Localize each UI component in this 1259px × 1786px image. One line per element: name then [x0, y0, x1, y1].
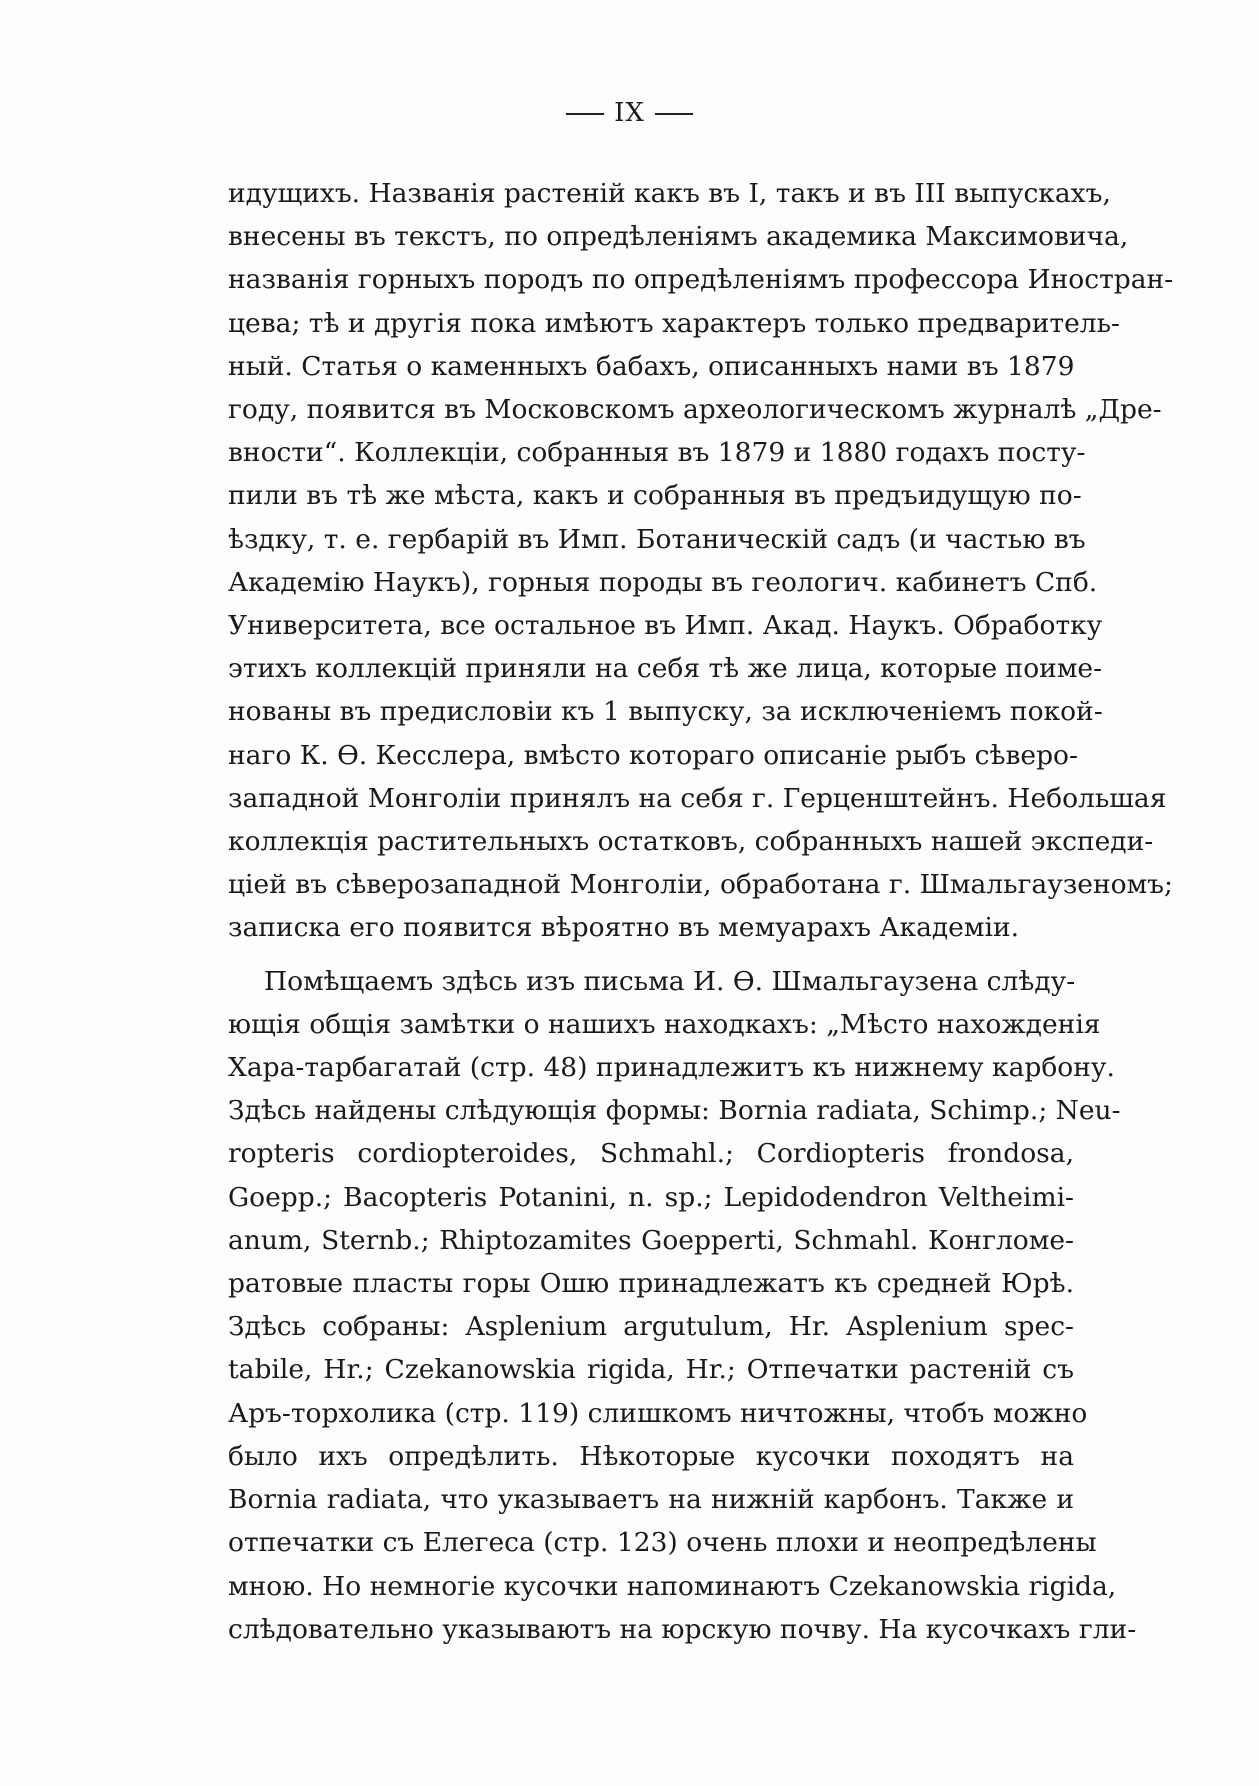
text-line: Здѣсь найдены слѣдующія формы: Bornia radiata, Schimp.; Neu-	[228, 1095, 1121, 1127]
text-line: отпечатки съ Елегеса (стр. 123) очень плохи и неопредѣлены	[228, 1527, 1097, 1559]
text-line: Goepp.; Bacopteris Potanini, n. sp.; Lepidodendron Veltheimi-	[228, 1181, 1074, 1213]
text-line: Bornia radiata, что указываетъ на нижній карбонъ. Также и	[228, 1484, 1074, 1516]
text-line: слѣдовательно указываютъ на юрскую почву. На кусочкахъ гли-	[228, 1613, 1137, 1645]
text-line: году, появится въ Московскомъ археологическомъ журналѣ „Дре-	[228, 394, 1162, 426]
left-dash-ornament	[566, 113, 604, 115]
paragraph-2	[228, 960, 1137, 1651]
body-text	[228, 172, 1174, 1651]
text-line: ѣздку, т. е. гербарій въ Имп. Ботаническій садъ (и частью въ	[228, 523, 1086, 555]
text-line: ющія общія замѣтки о нашихъ находкахъ: „Мѣсто нахожденія	[228, 1008, 1101, 1040]
text-line: Здѣсь собраны: Asplenium argutulum, Hr. Asplenium spec-	[228, 1311, 1074, 1343]
text-line: вности“. Коллекціи, собранныя въ 1879 и 1880 годахъ посту-	[228, 437, 1086, 469]
text-line: нованы въ предисловіи къ 1 выпуску, за исключеніемъ покой-	[228, 696, 1103, 728]
text-line: записка его появится вѣроятно въ мемуарахъ Академіи.	[228, 912, 1020, 944]
text-line: ратовые пласты горы Ошю принадлежатъ къ средней Юрѣ.	[228, 1268, 1074, 1300]
text-line: ный. Статья о каменныхъ бабахъ, описанныхъ нами въ 1879	[228, 350, 1075, 382]
text-line: Аръ-торхолика (стр. 119) слишкомъ ничтожны, чтобъ можно	[228, 1397, 1088, 1429]
right-dash-ornament	[655, 113, 693, 115]
text-line: Хара-тарбагатай (стр. 48) принадлежитъ къ нижнему карбону.	[228, 1052, 1115, 1084]
text-line: Помѣщаемъ здѣсь изъ письма И. Ѳ. Шмальгаузена слѣду-	[264, 965, 1076, 997]
page-number: IX	[614, 98, 645, 128]
text-line: идущихъ. Названія растеній какъ въ I, такъ и въ III выпускахъ,	[228, 178, 1111, 209]
text-line: было ихъ опредѣлить. Нѣкоторые кусочки походятъ на	[228, 1440, 1074, 1472]
text-line: anum, Sternb.; Rhiptozamites Goepperti, Schmahl. Конгломе-	[228, 1224, 1074, 1256]
text-line: коллекція растительныхъ остатковъ, собранныхъ нашей экспеди-	[228, 826, 1154, 858]
text-line: ropteris cordiopteroides, Schmahl.; Cordiopteris frondosa,	[228, 1138, 1074, 1170]
paragraph-1	[228, 172, 1174, 950]
text-line: этихъ коллекцій приняли на себя тѣ же лица, которые поиме-	[228, 653, 1103, 685]
text-line: названія горныхъ породъ по опредѣленіямъ профессора Иностран-	[228, 264, 1174, 296]
text-line: tabile, Hr.; Czekanowskia rigida, Hr.; Отпечатки растеній съ	[228, 1354, 1074, 1386]
text-line: ціей въ сѣверозападной Монголіи, обработана г. Шмальгаузеномъ;	[228, 869, 1173, 901]
text-line: Университета, все остальное въ Имп. Акад. Наукъ. Обработку	[228, 610, 1103, 642]
text-line: внесены въ текстъ, по опредѣленіямъ академика Максимовича,	[228, 221, 1129, 253]
text-line: пили въ тѣ же мѣста, какъ и собранныя въ предъидущую по-	[228, 480, 1082, 512]
text-line: западной Монголіи принялъ на себя г. Герценштейнъ. Небольшая	[228, 782, 1167, 814]
text-line: мною. Но немногіе кусочки напоминаютъ Czekanowskia rigida,	[228, 1570, 1117, 1602]
text-line: Академію Наукъ), горныя породы въ геологич. кабинетъ Спб.	[228, 566, 1098, 598]
paragraph-gap	[228, 950, 1074, 960]
text-line: наго К. Ѳ. Кесслера, вмѣсто котораго описаніе рыбъ сѣверо-	[228, 739, 1078, 771]
running-head	[0, 98, 1259, 128]
text-line: цева; тѣ и другія пока имѣютъ характеръ только предваритель-	[228, 307, 1120, 339]
